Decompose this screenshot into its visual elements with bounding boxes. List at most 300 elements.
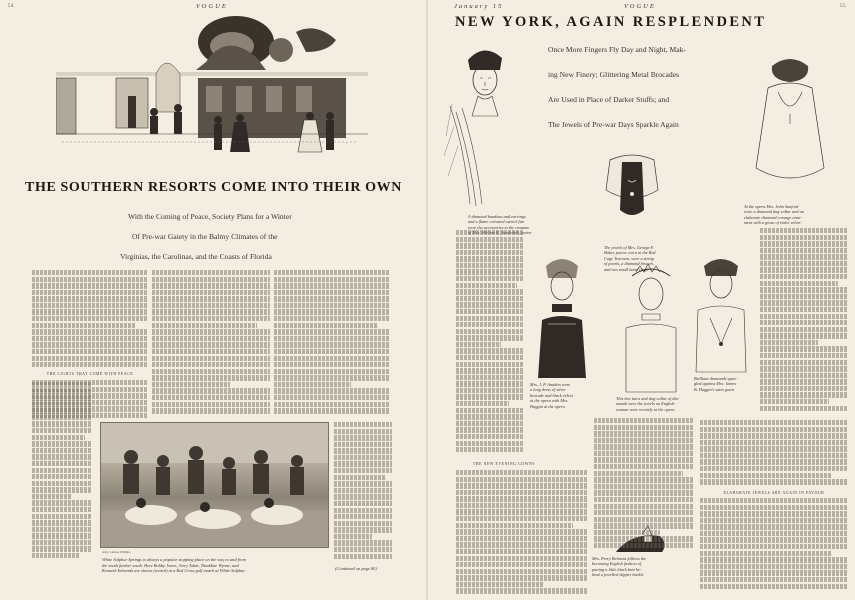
text-line [456, 230, 524, 235]
left-column-3-narrow [334, 422, 392, 564]
caption-tiara-line-1: This box tiara and dog-collar of dia- [616, 396, 680, 401]
text-line [274, 270, 390, 275]
text-line [274, 408, 390, 413]
text-line [594, 484, 694, 489]
left-deck-line-2: Of Pre-war Gaiety in the Balmy Climates of the [132, 232, 278, 241]
text-line [456, 289, 524, 294]
text-line [760, 228, 848, 233]
text-line [456, 503, 588, 508]
caption-haggin-line-2: gled against Mrs. James [694, 381, 737, 387]
photo-caption-line-1: White Sulphur Springs is always a popular stopping place on the way to and from [102, 557, 246, 562]
text-line [274, 395, 390, 400]
caption-amidon-line-4: at the opera with Mrs. [530, 398, 569, 404]
caption-amidon-line-3: brocade and black velvet [530, 392, 573, 398]
text-line [456, 309, 524, 314]
text-line [32, 487, 92, 492]
text-line [32, 421, 92, 426]
text-line [456, 394, 524, 399]
text-line [456, 441, 524, 446]
text-line [594, 510, 694, 515]
text-line [334, 514, 392, 519]
caption-tiara [616, 396, 696, 412]
text-line [32, 356, 148, 361]
haggin-portrait-illustration [690, 248, 752, 374]
text-line [456, 316, 524, 321]
text-line [456, 582, 543, 587]
text-line [456, 296, 524, 301]
subhead-evening-gowns: THE NEW EVENING GOWNS [472, 462, 536, 466]
text-line [334, 475, 386, 480]
text-line [334, 488, 392, 493]
text-line [760, 346, 848, 351]
text-line [274, 369, 390, 374]
text-line [700, 479, 848, 484]
text-line [760, 353, 848, 358]
text-line [32, 507, 92, 512]
subhead-elaborate-jewels: ELABORATE JEWELS ARE AGAIN IN FAVOUR [723, 491, 825, 495]
text-line [456, 302, 524, 307]
text-line [760, 235, 848, 240]
text-line [32, 408, 92, 413]
caption-baker-line-3: Cage Tearoom, were a string [604, 255, 654, 261]
right-headline: NEW YORK, AGAIN RESPLENDENT [455, 14, 767, 30]
caption-sanford-line-1: At the opera Mrs. John Sanford [744, 204, 799, 209]
text-line [152, 356, 270, 361]
text-line [456, 355, 524, 360]
caption-haggin-line-1: Brilliant diamonds span- [694, 376, 737, 381]
text-line [32, 303, 148, 308]
text-line [152, 329, 270, 334]
text-line [32, 520, 92, 525]
tiara-portrait-illustration [616, 256, 686, 396]
text-line [456, 362, 524, 367]
text-line [32, 474, 92, 479]
text-line [594, 471, 683, 476]
text-line [32, 270, 148, 275]
text-line [274, 290, 390, 295]
text-line [32, 553, 79, 558]
text-line [760, 248, 848, 253]
caption-amidon [530, 382, 612, 409]
text-line [32, 435, 85, 440]
text-line [334, 442, 392, 447]
text-line [456, 470, 588, 475]
left-deck-line-3: Virginias, the Carolinas, and the Coasts of Florida [120, 252, 272, 261]
text-line [760, 333, 848, 338]
text-line [152, 349, 270, 354]
text-line [334, 435, 392, 440]
text-line [456, 269, 524, 274]
right-column-3-mid [700, 420, 848, 488]
right-deck-line-3: Are Used in Place of Darker Stuffs; and [548, 95, 670, 104]
text-line [32, 494, 72, 499]
text-line [456, 477, 588, 482]
text-line [274, 323, 377, 328]
text-line [456, 256, 524, 261]
text-line [700, 551, 832, 556]
text-line [594, 504, 694, 509]
text-line [32, 448, 92, 453]
text-line [760, 373, 848, 378]
text-line [32, 283, 148, 288]
caption-amidon-line-5: Haggin at the opera [530, 403, 565, 409]
text-line [32, 441, 92, 446]
caption-baker-line-2: Baker, junior, worn at the Red [604, 250, 656, 256]
text-line [274, 349, 390, 354]
text-line [760, 281, 838, 286]
text-line [32, 454, 92, 459]
text-line [456, 549, 588, 554]
text-line [274, 362, 390, 367]
text-line [32, 546, 92, 551]
caption-tiara-line-2: monds were the jewels an English- [616, 401, 676, 407]
text-line [32, 395, 92, 400]
text-line [760, 399, 829, 404]
text-line [760, 287, 848, 292]
text-line [760, 392, 848, 397]
text-line [456, 375, 524, 380]
left-column-2 [152, 270, 270, 420]
right-masthead: January 15 [454, 3, 504, 10]
right-vogue-masthead: VOGUE [624, 3, 656, 10]
text-line [32, 349, 148, 354]
caption-sanford [744, 204, 848, 226]
caption-amidon-line-1: Mrs. J. P. Amidon wore [530, 382, 571, 387]
text-line [760, 360, 848, 365]
text-line [760, 241, 848, 246]
jewel-bodice-illustration [600, 150, 664, 240]
text-line [32, 527, 92, 532]
text-line [334, 521, 392, 526]
text-line [456, 496, 588, 501]
caption-belmont-line-2: becoming English fashion of [592, 561, 642, 567]
text-line [594, 543, 694, 548]
text-line [760, 320, 848, 325]
caption-vanderbilt-line-1: A diamond bandeau and earrings [468, 214, 526, 219]
photo-caption [102, 557, 332, 574]
text-line [456, 575, 588, 580]
text-line [274, 402, 390, 407]
text-line [152, 316, 270, 321]
text-line [32, 481, 92, 486]
text-line [760, 300, 848, 305]
caption-vanderbilt-line-4: of Mrs. William K. Vanderbilt, junior [468, 230, 532, 236]
text-line [594, 497, 694, 502]
text-line [32, 514, 92, 519]
photo-credit: Amy Lemon Phillips [102, 550, 131, 554]
text-line [456, 509, 588, 514]
right-deck-line-1: Once More Fingers Fly Day and Night, Mak- [548, 45, 686, 54]
text-line [594, 530, 660, 535]
text-line [32, 428, 92, 433]
text-line [152, 382, 230, 387]
text-line [456, 556, 588, 561]
text-line [334, 455, 392, 460]
caption-baker-line-5: and two small band rings [604, 266, 648, 272]
text-line [152, 388, 270, 393]
text-line [152, 303, 270, 308]
text-line [274, 296, 390, 301]
right-column-1 [456, 230, 524, 458]
caption-haggin-line-3: B. Haggin's satin gown [694, 386, 735, 392]
text-line [456, 490, 588, 495]
text-line [32, 329, 148, 334]
text-line [700, 459, 848, 464]
text-line [152, 402, 270, 407]
caption-tiara-line-3: woman wore recently at the opera [616, 406, 675, 412]
text-line [152, 408, 270, 413]
text-line [456, 335, 524, 340]
caption-belmont-line-3: putting a little black bow be- [592, 566, 642, 572]
text-line [700, 531, 848, 536]
portrait-vanderbilt-illustration [440, 36, 530, 212]
text-line [700, 498, 848, 503]
text-line [700, 427, 848, 432]
text-line [32, 402, 92, 407]
text-line [456, 276, 524, 281]
text-line [456, 421, 524, 426]
text-line [760, 340, 818, 345]
left-masthead: VOGUE [196, 3, 228, 10]
text-line [274, 277, 390, 282]
text-line [456, 342, 501, 347]
text-line [32, 468, 92, 473]
text-line [274, 309, 390, 314]
text-line [32, 342, 148, 347]
resort-illustration [56, 12, 368, 164]
text-line [334, 461, 392, 466]
text-line [700, 564, 848, 569]
text-line [760, 386, 848, 391]
text-line [334, 508, 392, 513]
photo-caption-line-3: Kenneth Edwards are shown (seated) at a Red Cross golf match at White Sulphur [102, 568, 246, 574]
text-line [334, 547, 392, 552]
text-line [456, 588, 588, 593]
text-line [700, 473, 832, 478]
text-line [456, 529, 588, 534]
text-line [594, 438, 694, 443]
text-line [456, 243, 524, 248]
text-line [594, 444, 694, 449]
text-line [152, 369, 270, 374]
text-line [456, 263, 524, 268]
text-line [152, 336, 270, 341]
text-line [32, 336, 148, 341]
text-line [152, 270, 270, 275]
continued-note: (Continued on page 80) [335, 566, 377, 571]
text-line [760, 314, 848, 319]
text-line [594, 536, 694, 541]
text-line [32, 533, 92, 538]
text-line [152, 323, 257, 328]
amidon-haggin-illustration [528, 250, 596, 380]
caption-vanderbilt-line-2: and a flame coloured ostrich fan [468, 219, 525, 225]
text-line [700, 446, 848, 451]
text-line [700, 433, 848, 438]
left-page-number: 54 [8, 4, 14, 9]
caption-belmont-line-1: Mrs. Perry Belmont follows the [592, 556, 647, 561]
text-line [274, 375, 390, 380]
text-line [456, 237, 524, 242]
left-column-3 [274, 270, 390, 420]
text-line [760, 267, 848, 272]
text-line [274, 388, 390, 393]
text-line [152, 290, 270, 295]
caption-sanford-line-4: ment with a gown of violet velvet [744, 220, 801, 226]
text-line [274, 283, 390, 288]
text-line [456, 408, 524, 413]
text-line [456, 523, 573, 528]
text-line [334, 494, 392, 499]
text-line [456, 401, 509, 406]
text-line [456, 388, 524, 393]
text-line [456, 250, 524, 255]
text-line [152, 283, 270, 288]
text-line [700, 584, 848, 589]
text-line [456, 348, 524, 353]
text-line [594, 451, 694, 456]
opera-gown-back-illustration [738, 48, 842, 198]
text-line [456, 516, 588, 521]
text-line [32, 277, 148, 282]
text-line [594, 431, 694, 436]
text-line [456, 414, 524, 419]
text-line [152, 375, 270, 380]
text-line [334, 501, 392, 506]
text-line [32, 461, 92, 466]
caption-vanderbilt-line-3: were the accessories to the costume [468, 224, 530, 230]
right-column-1-bottom [456, 470, 588, 596]
caption-sanford-line-2: wore a diamond dog-collar and an [744, 209, 804, 215]
caption-baker-line-1: The jewels of Mrs. George F. [604, 245, 654, 250]
text-line [456, 536, 588, 541]
text-line [700, 570, 848, 575]
right-column-3-top [760, 228, 848, 414]
text-line [594, 523, 694, 528]
text-line [32, 309, 148, 314]
caption-belmont [592, 556, 676, 578]
text-line [760, 261, 848, 266]
text-line [32, 290, 148, 295]
text-line [32, 500, 92, 505]
caption-belmont-line-4: hind a jewelled slipper buckle [592, 572, 644, 578]
caption-haggin [694, 376, 758, 392]
text-line [456, 562, 588, 567]
text-line [32, 389, 92, 394]
left-column-1-top [32, 270, 148, 370]
text-line [456, 483, 588, 488]
text-line [334, 554, 392, 559]
text-line [152, 342, 270, 347]
text-line [456, 368, 524, 373]
caption-sanford-line-3: elaborate diamond corsage orna- [744, 214, 802, 220]
text-line [32, 323, 135, 328]
right-page-number: 55 [840, 4, 846, 9]
text-line [700, 440, 848, 445]
text-line [594, 477, 694, 482]
text-line [152, 309, 270, 314]
text-line [274, 336, 390, 341]
text-line [760, 254, 848, 259]
text-line [700, 511, 848, 516]
text-line [32, 362, 148, 367]
right-deck-line-2: ing New Finery; Glittering Metal Brocades [548, 70, 679, 79]
text-line [274, 382, 351, 387]
caption-amidon-line-2: a long dress of silver [530, 387, 566, 393]
photo-caption-line-2: the south farther south. Here Bobby Jones; Jerry Adair, Thaddine Wynne, and [102, 562, 239, 568]
text-line [594, 418, 694, 423]
text-line [760, 327, 848, 332]
text-line [760, 274, 848, 279]
text-line [274, 356, 390, 361]
text-line [760, 307, 848, 312]
text-line [32, 540, 92, 545]
text-line [152, 362, 270, 367]
left-deck-line-1: With the Coming of Peace, Society Plans for a Winter [128, 212, 292, 221]
caption-baker-line-4: of pearls, a diamond brooch, [604, 261, 654, 267]
text-line [456, 283, 517, 288]
left-headline: THE SOUTHERN RESORTS COME INTO THEIR OWN [25, 180, 402, 195]
text-line [760, 379, 848, 384]
text-line [334, 422, 392, 427]
text-line [700, 537, 848, 542]
text-line [334, 540, 392, 545]
text-line [700, 420, 848, 425]
right-column-3-bottom [700, 498, 848, 596]
text-line [152, 395, 270, 400]
left-column-1-narrow [32, 382, 92, 562]
text-line [760, 294, 848, 299]
text-line [700, 518, 848, 523]
text-line [32, 296, 148, 301]
right-deck-line-4: The Jewels of Pre-war Days Sparkle Again [548, 120, 679, 129]
text-line [456, 434, 524, 439]
text-line [32, 316, 148, 321]
text-line [700, 453, 848, 458]
left-page [0, 0, 427, 600]
text-line [594, 517, 694, 522]
right-column-2 [594, 418, 694, 554]
text-line [456, 542, 588, 547]
text-line [456, 322, 524, 327]
text-line [700, 524, 848, 529]
text-line [32, 382, 92, 387]
text-line [152, 277, 270, 282]
text-line [760, 406, 848, 411]
text-line [274, 316, 390, 321]
text-line [334, 448, 392, 453]
text-line [334, 534, 372, 539]
text-line [334, 527, 392, 532]
text-line [700, 557, 848, 562]
text-line [274, 342, 390, 347]
text-line [594, 490, 694, 495]
text-line [594, 457, 694, 462]
text-line [456, 447, 524, 452]
text-line [700, 505, 848, 510]
text-line [700, 544, 848, 549]
text-line [594, 425, 694, 430]
text-line [334, 481, 392, 486]
text-line [334, 429, 392, 434]
text-line [32, 415, 92, 420]
text-line [456, 329, 524, 334]
text-line [456, 427, 524, 432]
text-line [334, 468, 392, 473]
text-line [456, 381, 524, 386]
golf-match-photo [100, 422, 329, 548]
left-subhead: THE LIGHTS THAT COME WITH PEACE [46, 372, 134, 376]
